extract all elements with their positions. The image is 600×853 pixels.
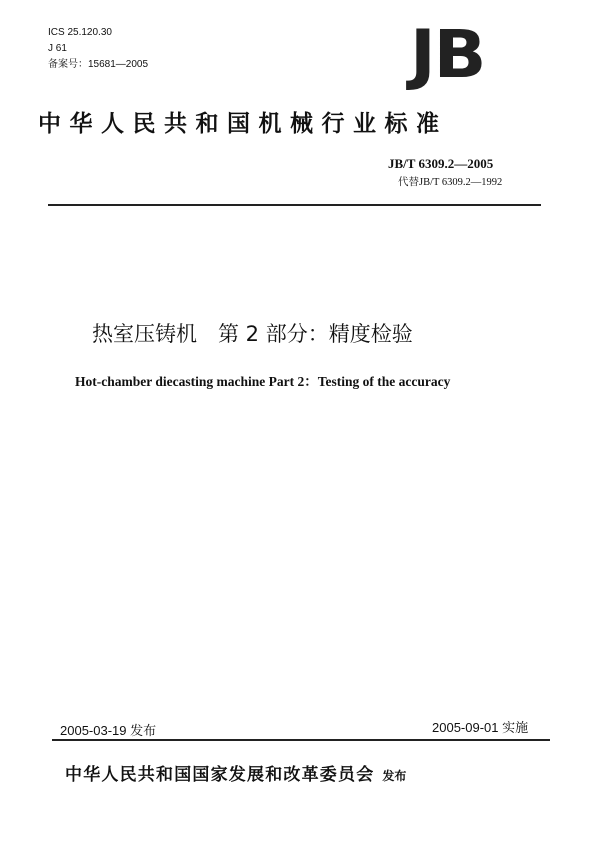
- jb-logo: JB: [410, 16, 485, 93]
- ics-code: ICS 25.120.30: [48, 27, 112, 38]
- issuer-verb: 发布: [382, 769, 407, 783]
- issuing-authority: [65, 760, 406, 785]
- classification-code: J 61: [48, 43, 67, 54]
- standard-title: 中华人民共和国机械行业标准: [38, 111, 448, 137]
- document-title-zh: 热室压铸机 第 2 部分：精度检验: [92, 322, 413, 346]
- issue-date: 2005-03-19 发布: [60, 723, 157, 738]
- issuer-name: 中华人民共和国国家发展和改革委员会: [65, 765, 375, 785]
- top-divider: [48, 204, 541, 206]
- record-number: 备案号：15681—2005: [48, 59, 149, 70]
- replaces-code: 代替JB/T 6309.2—1992: [398, 177, 503, 188]
- bottom-divider: [52, 739, 550, 741]
- standard-code: JB/T 6309.2—2005: [388, 156, 494, 171]
- effective-date: 2005-09-01 实施: [432, 720, 529, 735]
- document-title-en: Hot-chamber diecasting machine Part 2：Testing of the accuracy: [75, 374, 451, 389]
